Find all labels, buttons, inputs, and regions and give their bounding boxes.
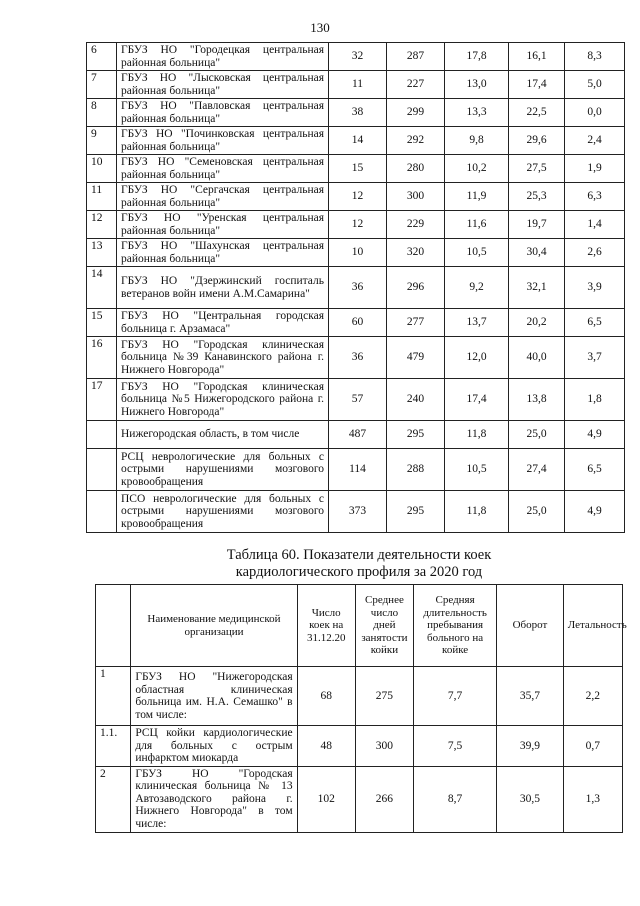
cell-length: 11,9 (445, 183, 509, 211)
cell-lethality: 2,4 (565, 127, 625, 155)
cell-no: 17 (87, 379, 117, 421)
table-row (87, 99, 625, 127)
cell-name: ГБУЗ НО "Павловская центральная районная больница" (117, 99, 329, 127)
table-row (87, 337, 625, 379)
cell-turnover: 13,8 (509, 379, 565, 421)
cell-turnover: 22,5 (509, 99, 565, 127)
cell-turnover: 39,9 (497, 726, 564, 767)
cell-name: Нижегородская область, в том числе (117, 421, 329, 449)
cell-days: 266 (355, 766, 413, 832)
cell-length: 7,5 (414, 726, 497, 767)
cell-beds: 57 (329, 379, 387, 421)
page-number: 130 (310, 20, 330, 35)
cell-length: 17,4 (445, 379, 509, 421)
cell-beds: 60 (329, 309, 387, 337)
cell-lethality: 0,0 (565, 99, 625, 127)
cell-length: 13,0 (445, 71, 509, 99)
table-row (87, 155, 625, 183)
cell-lethality: 1,9 (565, 155, 625, 183)
cell-no: 15 (87, 309, 117, 337)
cell-beds: 68 (297, 667, 355, 726)
cell-days: 288 (387, 449, 445, 491)
cell-name: ГБУЗ НО "Центральная городская больница г. Арзамаса" (117, 309, 329, 337)
cell-beds: 38 (329, 99, 387, 127)
cell-name: ГБУЗ НО "Дзержинский госпиталь ветеранов войн имени А.М.Самарина" (117, 267, 329, 309)
cell-beds: 36 (329, 337, 387, 379)
cell-length: 11,8 (445, 491, 509, 533)
cell-no: 11 (87, 183, 117, 211)
table-60-caption-line2: кардиологического профиля за 2020 год (235, 564, 483, 580)
cell-beds: 487 (329, 421, 387, 449)
table-row (87, 183, 625, 211)
cell-name: РСЦ койки кардиологические для больных с острым инфарктом миокарда (131, 726, 297, 767)
cell-lethality: 2,6 (565, 239, 625, 267)
cell-beds: 114 (329, 449, 387, 491)
cell-lethality: 5,0 (565, 71, 625, 99)
table-row (96, 726, 623, 767)
header-name: Наименование медицинской организации (131, 585, 297, 667)
cell-beds: 11 (329, 71, 387, 99)
cell-turnover: 30,5 (497, 766, 564, 832)
cell-lethality: 3,7 (565, 337, 625, 379)
table-row (87, 71, 625, 99)
cell-turnover: 29,6 (509, 127, 565, 155)
cell-lethality: 2,2 (563, 667, 622, 726)
cell-days: 292 (387, 127, 445, 155)
cell-no (87, 449, 117, 491)
cell-turnover: 19,7 (509, 211, 565, 239)
cell-length: 11,6 (445, 211, 509, 239)
cell-no (87, 491, 117, 533)
cell-name: ГБУЗ НО "Городская клиническая больница №5 Нижегородского района г. Нижнего Новгорода" (117, 379, 329, 421)
table-60-header-row (96, 585, 623, 667)
table-59-continuation (86, 42, 625, 533)
table-row (87, 127, 625, 155)
cell-beds: 48 (297, 726, 355, 767)
cell-days: 229 (387, 211, 445, 239)
cell-length: 12,0 (445, 337, 509, 379)
cell-length: 11,8 (445, 421, 509, 449)
cell-no: 1.1. (96, 726, 131, 767)
cell-beds: 102 (297, 766, 355, 832)
cell-name: ГБУЗ НО "Сергачская центральная районная больница" (117, 183, 329, 211)
cell-no: 8 (87, 99, 117, 127)
cell-days: 295 (387, 491, 445, 533)
cell-lethality: 3,9 (565, 267, 625, 309)
cell-no: 9 (87, 127, 117, 155)
cell-beds: 373 (329, 491, 387, 533)
cell-no: 13 (87, 239, 117, 267)
cell-length: 10,5 (445, 239, 509, 267)
cell-days: 300 (355, 726, 413, 767)
cell-turnover: 27,5 (509, 155, 565, 183)
cell-length: 13,7 (445, 309, 509, 337)
cell-lethality: 8,3 (565, 43, 625, 71)
cell-beds: 12 (329, 183, 387, 211)
cell-lethality: 1,4 (565, 211, 625, 239)
cell-lethality: 0,7 (563, 726, 622, 767)
table-60-caption (95, 547, 623, 581)
cell-name: ПСО неврологические для больных с острыми нарушениями мозгового кровообращения (117, 491, 329, 533)
cell-days: 300 (387, 183, 445, 211)
cell-beds: 36 (329, 267, 387, 309)
cell-turnover: 27,4 (509, 449, 565, 491)
cell-turnover: 30,4 (509, 239, 565, 267)
header-turnover: Оборот (497, 585, 564, 667)
cell-name: ГБУЗ НО "Городская клиническая больница № 13 Автозаводского района г. Нижнего Новгорода" в том числе: (131, 766, 297, 832)
table-row (87, 491, 625, 533)
cell-turnover: 17,4 (509, 71, 565, 99)
cell-lethality: 1,3 (563, 766, 622, 832)
cell-turnover: 25,3 (509, 183, 565, 211)
cell-turnover: 16,1 (509, 43, 565, 71)
header-days: Среднее число дней занятости койки (355, 585, 413, 667)
table-row (87, 239, 625, 267)
cell-no: 7 (87, 71, 117, 99)
cell-days: 280 (387, 155, 445, 183)
cell-name: ГБУЗ НО "Лысковская центральная районная больница" (117, 71, 329, 99)
cell-lethality: 6,5 (565, 449, 625, 491)
table-60-caption-line1: Таблица 60. Показатели деятельности коек (226, 547, 492, 563)
cell-name: ГБУЗ НО "Городецкая центральная районная больница" (117, 43, 329, 71)
cell-length: 17,8 (445, 43, 509, 71)
cell-name: ГБУЗ НО "Уренская центральная районная больница" (117, 211, 329, 239)
cell-no: 1 (96, 667, 131, 726)
cell-name: ГБУЗ НО "Починковская центральная районная больница" (117, 127, 329, 155)
cell-days: 295 (387, 421, 445, 449)
cell-beds: 12 (329, 211, 387, 239)
header-length: Средняя длительность пребывания больного на койке (414, 585, 497, 667)
cell-lethality: 1,8 (565, 379, 625, 421)
cell-days: 277 (387, 309, 445, 337)
table-row (87, 309, 625, 337)
cell-no: 12 (87, 211, 117, 239)
cell-turnover: 40,0 (509, 337, 565, 379)
cell-turnover: 25,0 (509, 421, 565, 449)
cell-days: 296 (387, 267, 445, 309)
cell-lethality: 6,5 (565, 309, 625, 337)
table-row (87, 379, 625, 421)
table-60 (95, 584, 627, 833)
header-beds: Число коек на 31.12.20 (297, 585, 355, 667)
cell-length: 9,8 (445, 127, 509, 155)
cell-days: 320 (387, 239, 445, 267)
cell-no: 2 (96, 766, 131, 832)
table-row (96, 667, 623, 726)
cell-days: 299 (387, 99, 445, 127)
cell-no: 6 (87, 43, 117, 71)
cell-name: ГБУЗ НО "Семеновская центральная районная больница" (117, 155, 329, 183)
header-no (96, 585, 131, 667)
cell-length: 7,7 (414, 667, 497, 726)
table-row (87, 449, 625, 491)
header-lethality: Летальность (563, 585, 622, 667)
cell-name: ГБУЗ НО "Нижегородская областная клиническая больница им. Н.А. Семашко" в том числе: (131, 667, 297, 726)
cell-length: 13,3 (445, 99, 509, 127)
table-row (87, 267, 625, 309)
cell-days: 287 (387, 43, 445, 71)
cell-days: 240 (387, 379, 445, 421)
table-row (87, 211, 625, 239)
cell-turnover: 32,1 (509, 267, 565, 309)
cell-no: 14 (87, 267, 117, 309)
cell-name: РСЦ неврологические для больных с острыми нарушениями мозгового кровообращения (117, 449, 329, 491)
cell-lethality: 6,3 (565, 183, 625, 211)
cell-lethality: 4,9 (565, 491, 625, 533)
cell-length: 9,2 (445, 267, 509, 309)
cell-name: ГБУЗ НО "Шахунская центральная районная больница" (117, 239, 329, 267)
cell-beds: 15 (329, 155, 387, 183)
cell-turnover: 25,0 (509, 491, 565, 533)
cell-days: 275 (355, 667, 413, 726)
cell-no (87, 421, 117, 449)
cell-length: 10,2 (445, 155, 509, 183)
table-row (96, 766, 623, 832)
cell-length: 8,7 (414, 766, 497, 832)
cell-no: 10 (87, 155, 117, 183)
cell-length: 10,5 (445, 449, 509, 491)
cell-days: 479 (387, 337, 445, 379)
cell-lethality: 4,9 (565, 421, 625, 449)
cell-beds: 10 (329, 239, 387, 267)
table-row (87, 421, 625, 449)
cell-beds: 14 (329, 127, 387, 155)
cell-turnover: 35,7 (497, 667, 564, 726)
cell-no: 16 (87, 337, 117, 379)
cell-name: ГБУЗ НО "Городская клиническая больница №39 Канавинского района г. Нижнего Новгорода" (117, 337, 329, 379)
cell-days: 227 (387, 71, 445, 99)
cell-beds: 32 (329, 43, 387, 71)
cell-turnover: 20,2 (509, 309, 565, 337)
table-row (87, 43, 625, 71)
